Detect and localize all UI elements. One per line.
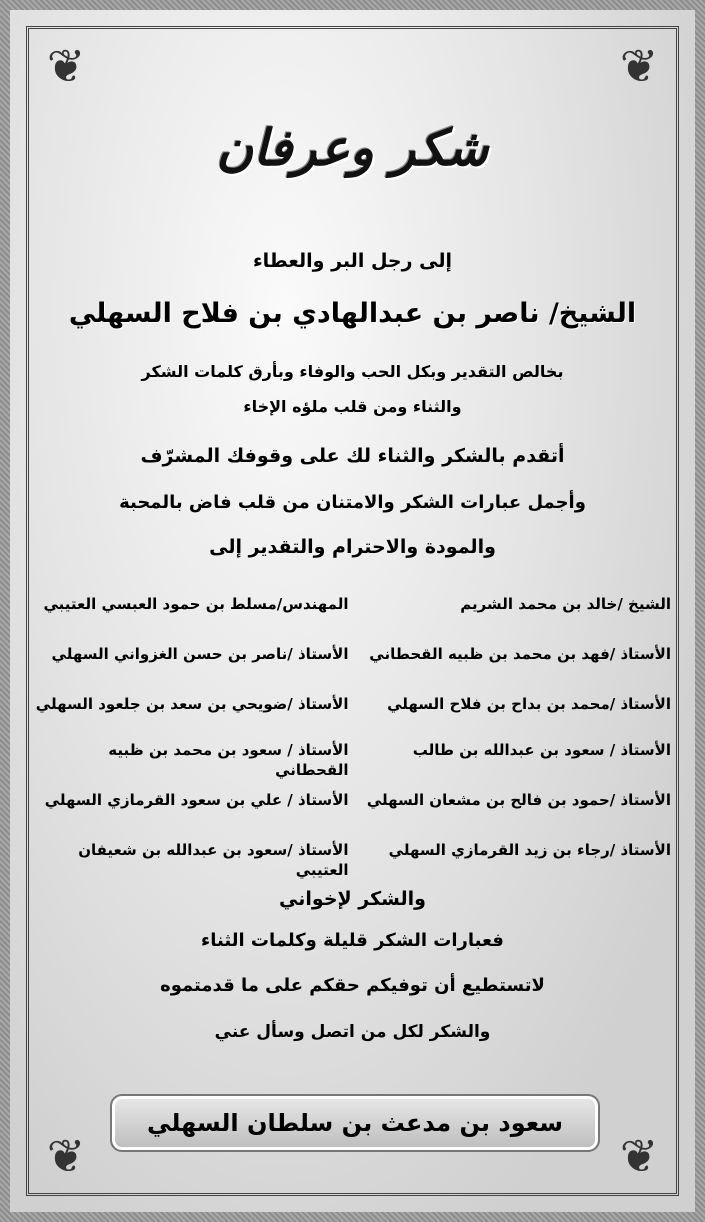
body-line: أتقدم بالشكر والثناء لك على وقوفك المشرّف: [140, 445, 565, 467]
honoree-name: الشيخ/ ناصر بن عبدالهادي بن فلاح السهلي: [68, 298, 637, 329]
body-line: بخالص التقدير وبكل الحب والوفاء وبأرق كلمات الشكر: [141, 362, 564, 381]
closing-line: لاتستطيع أن توفيكم حقكم على ما قدمتموه: [160, 975, 545, 996]
names-row: [30, 740, 675, 780]
closing-line: والشكر لإخواني: [279, 888, 426, 910]
closing-line: فعبارات الشكر قليلة وكلمات الثناء: [201, 930, 504, 951]
name-entry: الأستاذ /سعود بن عبدالله بن شعيفان العتيبي: [78, 841, 349, 879]
closing-line: والشكر لكل من اتصل وسأل عني: [214, 1022, 491, 1042]
name-entry: الأستاذ /ضويحي بن سعد بن جلعود السهلي: [35, 695, 349, 713]
name-entry: الأستاذ / سعود بن عبدالله بن طالب: [412, 741, 671, 759]
name-entry: الأستاذ / علي بن سعود القرمازي السهلي: [44, 791, 349, 809]
corner-ornament-icon: ❦: [619, 1129, 659, 1183]
name-entry: المهندس/مسلط بن حمود العبسي العتيبي: [43, 595, 349, 613]
name-entry: الأستاذ /رجاء بن زيد القرمازي السهلي: [388, 841, 671, 859]
names-row: [30, 694, 675, 714]
body-line: والثناء ومن قلب ملؤه الإخاء: [243, 397, 462, 416]
name-entry: الأستاذ /فهد بن محمد بن ظبيه القحطاني: [369, 645, 671, 663]
intro-line: إلى رجل البر والعطاء: [252, 250, 453, 272]
signature-box: سعود بن مدعث بن سلطان السهلي: [110, 1094, 600, 1152]
name-entry: الأستاذ / سعود بن محمد بن ظبيه القحطاني: [108, 741, 349, 779]
corner-ornament-icon: ❦: [46, 1129, 86, 1183]
names-row: [30, 790, 675, 810]
corner-ornament-icon: ❦: [619, 39, 659, 93]
name-entry: الأستاذ /محمد بن بداح بن فلاح السهلي: [387, 695, 671, 713]
name-entry: الأستاذ /حمود بن فالح بن مشعان السهلي: [366, 791, 671, 809]
calligraphy-title: شكر وعرفان: [216, 118, 489, 177]
body-line: والمودة والاحترام والتقدير إلى: [209, 536, 496, 558]
body-line: وأجمل عبارات الشكر والامتنان من قلب فاض بالمحبة: [119, 492, 586, 513]
names-row: [30, 644, 675, 664]
name-entry: الأستاذ /ناصر بن حسن الغزواني السهلي: [51, 645, 349, 663]
corner-ornament-icon: ❦: [46, 39, 86, 93]
name-entry: الشيخ /خالد بن محمد الشريم: [460, 595, 671, 613]
names-row: [30, 840, 675, 880]
names-row: [30, 594, 675, 614]
